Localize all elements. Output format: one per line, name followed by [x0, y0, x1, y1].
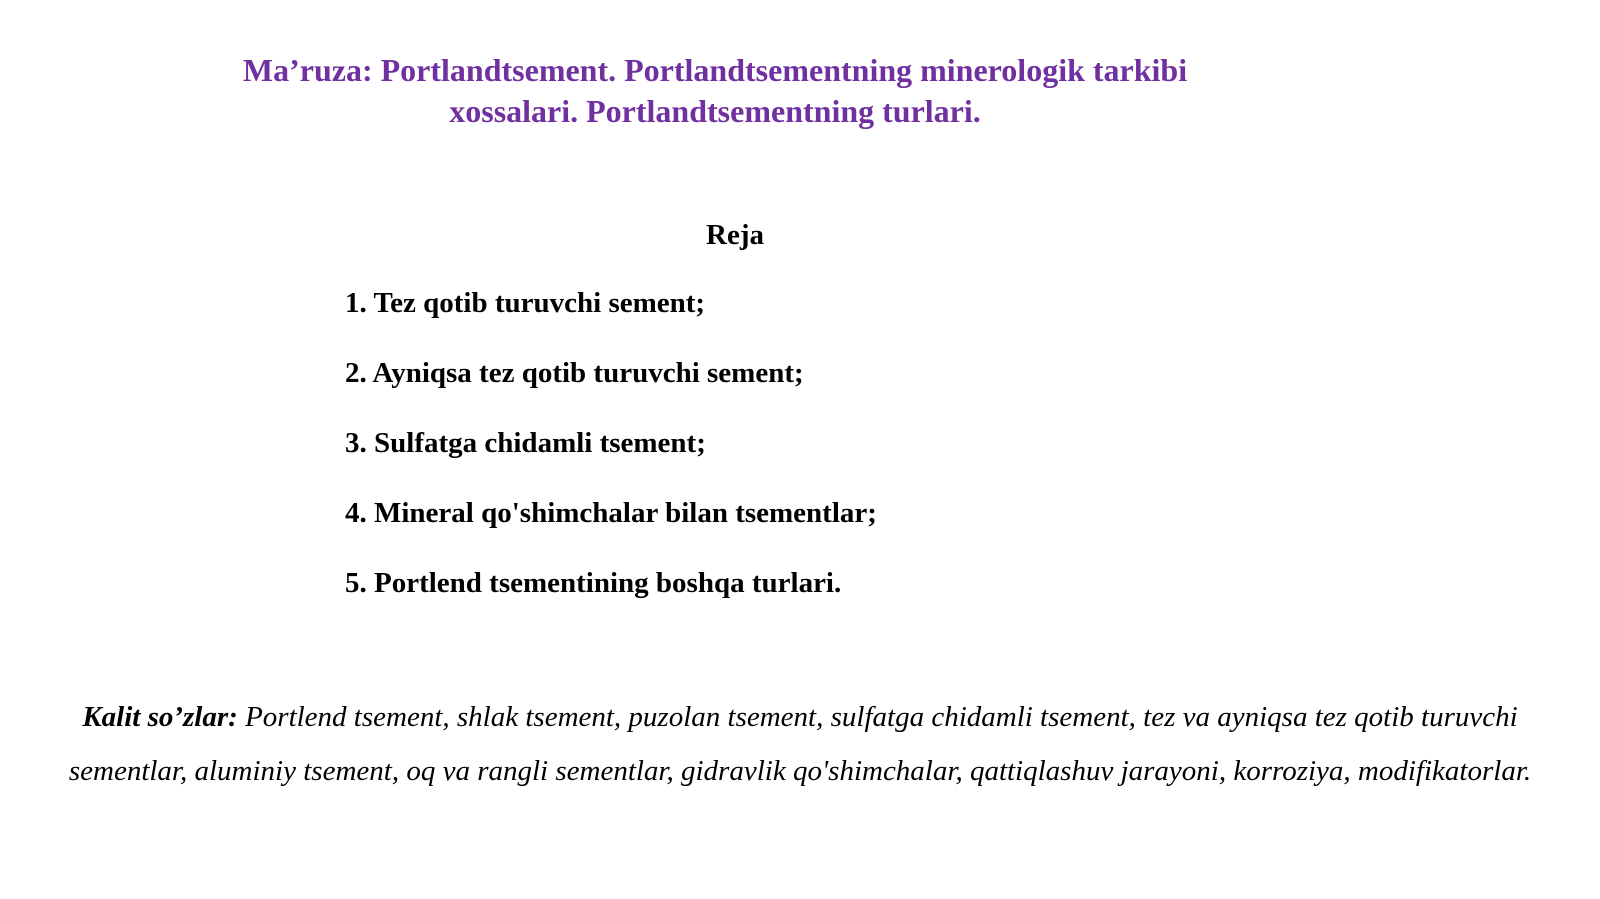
- plan-item-5: 5. Portlend tsementining boshqa turlari.: [345, 567, 842, 599]
- keywords-text: Portlend tsement, shlak tsement, puzolan tsement, sulfatga chidamli tsement, tez va ayniqsa tez qotib turuvchi sementlar, aluminiy tsement, oq va rangli sementlar, gidravlik qo'shimchalar, qattiqlashuv jarayoni, korroziya, modifikatorlar.: [68, 701, 1532, 787]
- lecture-title-line-2: xossalari. Portlandtsementning turlari.: [449, 93, 981, 129]
- plan-item-3: 3. Sulfatga chidamli tsement;: [345, 427, 706, 459]
- plan-item-1: 1. Tez qotib turuvchi sement;: [345, 287, 706, 319]
- lecture-title: [160, 50, 1270, 132]
- keywords-label: Kalit so’zlar:: [82, 701, 238, 733]
- plan-heading: Reja: [706, 219, 764, 251]
- keywords-paragraph: [50, 690, 1550, 798]
- plan-item-4: 4. Mineral qo'shimchalar bilan tsementlar;: [345, 497, 877, 529]
- plan-list: [345, 286, 877, 636]
- plan-item-2: 2. Ayniqsa tez qotib turuvchi sement;: [345, 357, 804, 389]
- lecture-title-line-1: Ma’ruza: Portlandtsement. Portlandtsementning minerologik tarkibi: [242, 52, 1188, 88]
